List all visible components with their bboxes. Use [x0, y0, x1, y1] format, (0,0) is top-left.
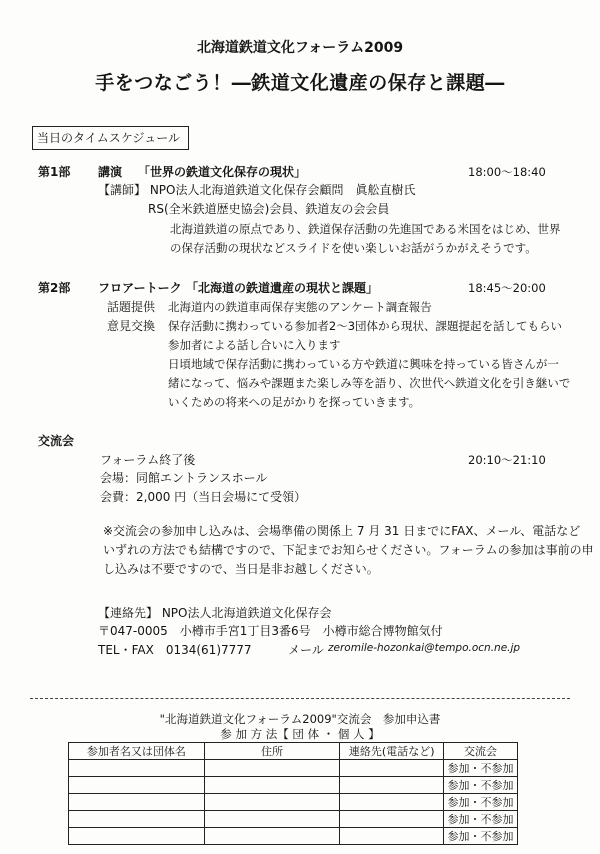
- attendance-choice[interactable]: 参加・不参加: [444, 794, 518, 811]
- application-form-table: [68, 742, 518, 845]
- address-cell[interactable]: [204, 760, 340, 777]
- part1-time: 18:00～18:40: [468, 165, 546, 179]
- exchange-label: 交流会: [38, 434, 75, 448]
- contact-email[interactable]: zeromile-hozonkai@tempo.ocn.ne.jp: [328, 642, 521, 654]
- part2-desc-line: 緒になって、悩みや課題また楽しみ等を語り、次世代へ鉄道文化を引き継いで: [168, 376, 571, 390]
- forum-subtitle: 北海道鉄道文化フォーラム2009: [196, 40, 404, 56]
- address-cell[interactable]: [204, 828, 340, 845]
- contact-cell[interactable]: [340, 811, 444, 828]
- attendance-choice[interactable]: 参加・不参加: [444, 811, 518, 828]
- cut-line: [30, 698, 570, 699]
- attendance-choice[interactable]: 参加・不参加: [444, 828, 518, 845]
- table-row: [69, 828, 518, 845]
- part1-title: 「世界の鉄道文化保存の現状」: [138, 165, 307, 179]
- name-cell[interactable]: [69, 811, 205, 828]
- opinion-text-line: 参加者による話し合いに入ります: [168, 338, 341, 352]
- part1-speaker-affiliation: RS(全米鉄道歴史協会)会員、鉄道友の会会員: [148, 202, 390, 216]
- exchange-time: 20:10～21:10: [468, 453, 546, 467]
- table-row: [69, 777, 518, 794]
- name-cell[interactable]: [69, 760, 205, 777]
- part2-title: 「北海道の鉄道遺産の現状と課題」: [186, 281, 379, 295]
- part2-label: 第2部: [38, 281, 71, 295]
- contact-mail-label: メール: [288, 643, 324, 657]
- attendance-choice[interactable]: 参加・不参加: [444, 777, 518, 794]
- table-row: [69, 811, 518, 828]
- address-cell[interactable]: [204, 777, 340, 794]
- address-cell[interactable]: [204, 794, 340, 811]
- part2-time: 18:45～20:00: [468, 281, 546, 295]
- note-line: し込みは不要ですので、当日是非お越しください。: [103, 562, 379, 576]
- address-cell[interactable]: [204, 811, 340, 828]
- part1-type: 講演: [98, 165, 123, 179]
- form-method: 参 加 方 法【 団 体 ・ 個 人 】: [220, 727, 380, 741]
- part2-desc-line: いくための将来への足がかりを探っていきます。: [168, 395, 421, 409]
- contact-tel: TEL・FAX 0134(61)7777: [98, 643, 252, 657]
- page-title: 手をつなごう！―鉄道文化遺産の保存と課題―: [95, 72, 505, 94]
- part1-label: 第1部: [38, 165, 71, 179]
- attendance-choice[interactable]: 参加・不参加: [444, 760, 518, 777]
- column-header-exchange: 交流会: [444, 743, 518, 760]
- opinion-label: 意見交換: [107, 319, 156, 333]
- contact-cell[interactable]: [340, 760, 444, 777]
- topic-text: 北海道内の鉄道車両保存実態のアンケート調査報告: [168, 300, 432, 314]
- column-header-contact: 連絡先(電話など): [340, 743, 444, 760]
- part1-desc-line: 北海道鉄道の原点であり、鉄道保存活動の先進国である米国をはじめ、世界: [170, 222, 561, 236]
- part2-desc-line: 日頃地域で保存活動に携わっている方や鉄道に興味を持っている皆さんが一: [168, 357, 559, 371]
- schedule-label: 当日のタイムスケジュール: [32, 126, 189, 150]
- note-line: ※交流会の参加申し込みは、会場準備の関係上 7 月 31 日までにFAX、メール、電話など: [103, 524, 581, 538]
- part1-desc-line: の保存活動の現状などスライドを使い楽しいお話がうかがえそうです。: [170, 241, 537, 255]
- table-row: [69, 760, 518, 777]
- topic-label: 話題提供: [107, 300, 156, 314]
- contact-address: 〒047-0005 小樽市手宮1丁目3番6号 小樽市総合博物館気付: [98, 624, 443, 638]
- name-cell[interactable]: [69, 828, 205, 845]
- part1-speaker: 【講師】 NPO法人北海道鉄道文化保存会顧問 眞舩直樹氏: [98, 183, 416, 197]
- opinion-text-line: 保存活動に携わっている参加者2～3団体から現状、課題提起を話してもらい: [168, 319, 563, 333]
- table-row: [69, 794, 518, 811]
- name-cell[interactable]: [69, 794, 205, 811]
- contact-cell[interactable]: [340, 794, 444, 811]
- part2-type: フロアートーク: [98, 281, 182, 295]
- exchange-after: フォーラム終了後: [100, 453, 196, 467]
- exchange-fee: 会費：2,000 円（当日会場にて受領）: [100, 490, 307, 504]
- contact-cell[interactable]: [340, 777, 444, 794]
- contact-org: 【連絡先】 NPO法人北海道鉄道文化保存会: [98, 606, 332, 620]
- table-header-row: [69, 743, 518, 760]
- name-cell[interactable]: [69, 777, 205, 794]
- column-header-address: 住所: [204, 743, 340, 760]
- form-title: "北海道鉄道文化フォーラム2009"交流会 参加申込書: [159, 712, 441, 726]
- contact-cell[interactable]: [340, 828, 444, 845]
- note-line: いずれの方法でも結構ですので、下記までお知らせください。フォーラムの参加は事前の申: [103, 543, 594, 557]
- exchange-venue: 会場：同館エントランスホール: [100, 471, 268, 485]
- column-header-name: 参加者名又は団体名: [69, 743, 205, 760]
